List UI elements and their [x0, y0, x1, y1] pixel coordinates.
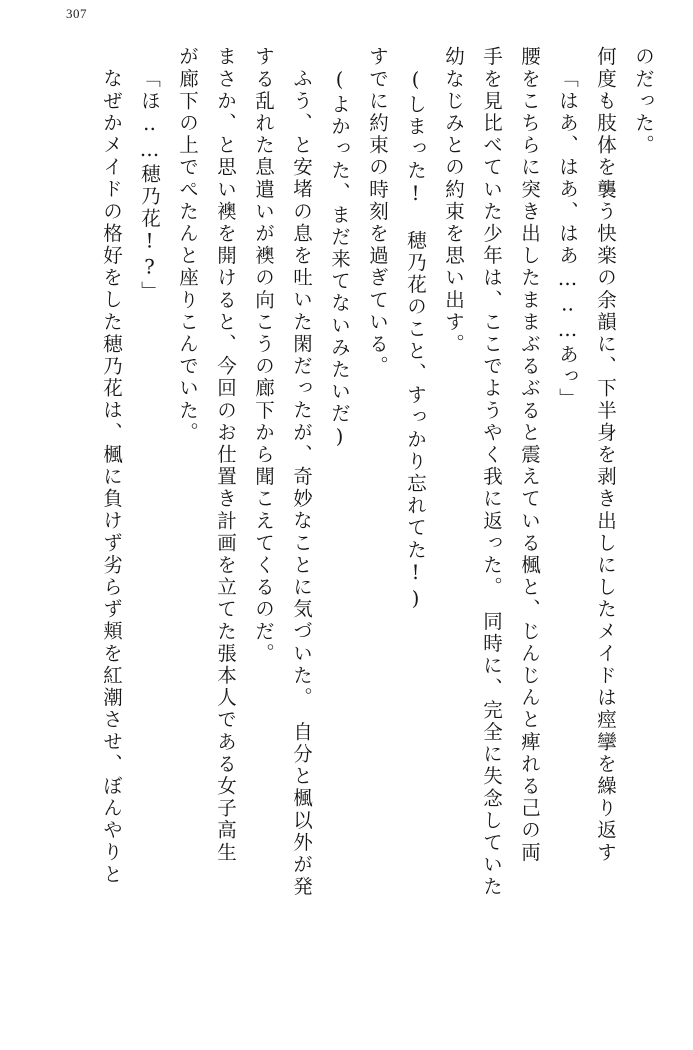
text-line: すでに約束の時刻を過ぎている。: [366, 46, 389, 378]
text-line: (よかった、まだ来てないみたいだ): [328, 68, 351, 451]
vertical-text-body: [28, 46, 653, 1016]
text-line: 「ほ‥…穂乃花!?」: [138, 68, 161, 303]
text-line: 手を見比べていた少年は、ここでようやく我に返った。 同時に、完全に失念していた: [480, 46, 503, 899]
text-line: 幼なじみとの約束を思い出す。: [442, 46, 465, 356]
text-line: なぜかメイドの格好をした穂乃花は、楓に負けず劣らず頬を紅潮させ、ぼんやりと: [100, 68, 123, 886]
text-line: する乱れた息遣いが襖の向こうの廊下から聞こえてくるのだ。: [252, 46, 275, 665]
page-number: 307: [66, 6, 87, 21]
text-line: (しまった! 穂乃花のこと、すっかり忘れてた!): [404, 68, 427, 613]
text-line: まさか、と思い襖を開けると、今回のお仕置き計画を立てた張本人である女子高生: [214, 46, 237, 864]
text-line: が廊下の上でぺたんと座りこんでいた。: [176, 46, 199, 444]
text-line: 何度も肢体を襲う快楽の余韻に、下半身を剥き出しにしたメイドは痙攣を繰り返す: [594, 46, 617, 864]
text-line: 腰をこちらに突き出したままぶるぶると震えている楓と、じんじんと痺れる己の両: [518, 46, 541, 864]
text-line: のだった。: [632, 46, 655, 157]
text-line: ふう、と安堵の息を吐いた閑だったが、奇妙なことに気づいた。 自分と楓以外が発: [290, 68, 313, 899]
text-line: 「はあ、はあ、はあ…‥…あっ」: [556, 68, 579, 410]
